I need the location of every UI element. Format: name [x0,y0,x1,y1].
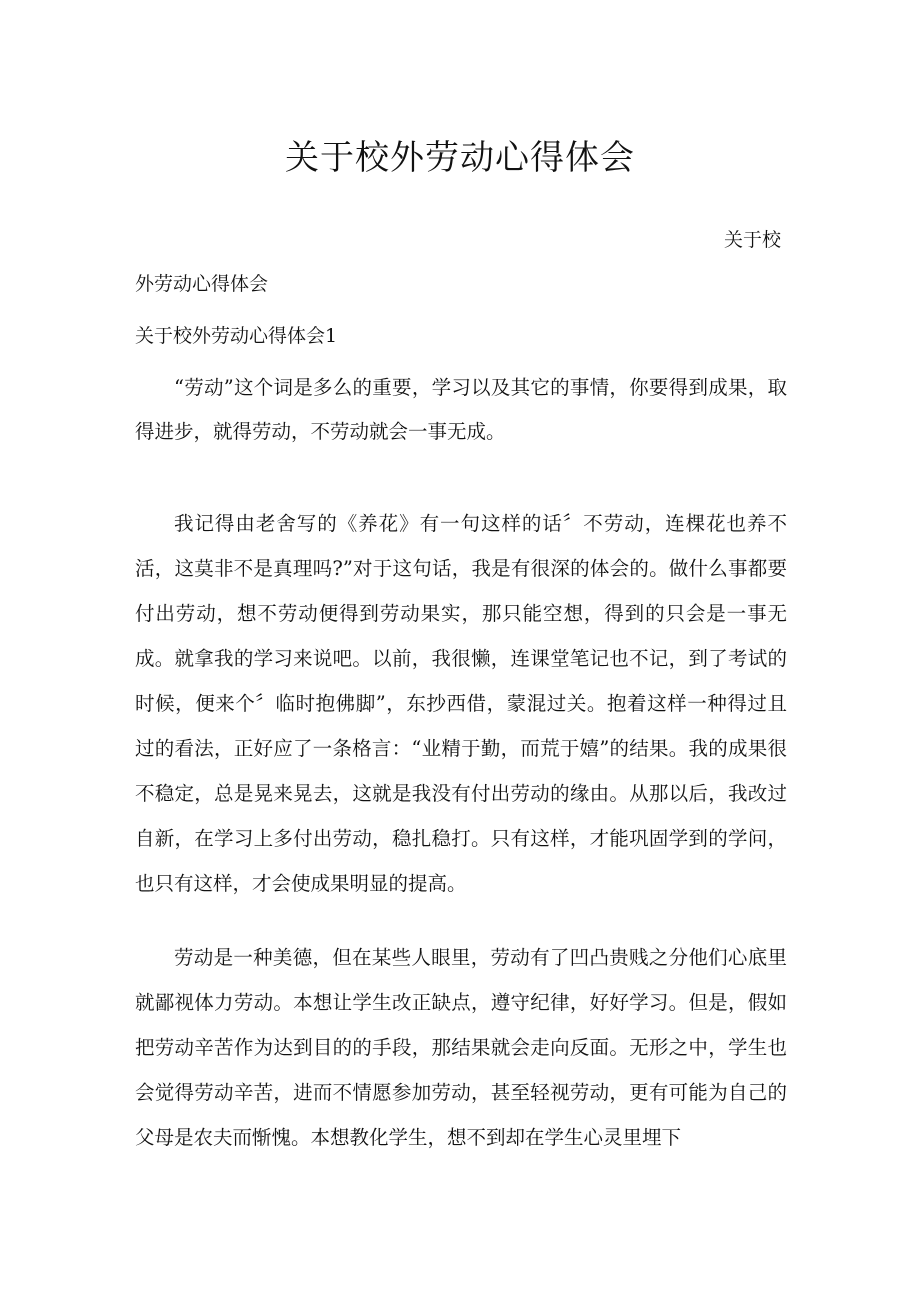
document-title: 关于校外劳动心得体会 [285,138,635,178]
header-left-line1: 外劳动心得体会 [135,273,269,295]
paragraph-3: 劳动是一种美德，但在某些人眼里，劳动有了凹凸贵贱之分他们心底里就鄙视体力劳动。本想让学生改正缺点，遵守纪律，好好学习。但是，假如把劳动辛苦作为达到目的的手段，那结果就会走向反面。无形之中，学生也会觉得劳动辛苦，进而不情愿参加劳动，甚至轻视劳动，更有可能为自己的父母是农夫而惭愧。本想教化学生，想不到却在学生心灵里埋下 [135,946,787,1149]
paragraph-2: 我记得由老舍写的《养花》有一句这样的话〞不劳动，连棵花也养不活，这莫非不是真理吗?”对于这句话，我是有很深的体会的。做什么事都要付出劳动，想不劳动便得到劳动果实，那只能空想，得到的只会是一事无成。就拿我的学习来说吧。以前，我很懒，连课堂笔记也不记，到了考试的时候，便来个〞临时抱佛脚”，东抄西借，蒙混过关。抱着这样一种得过且过的看法，正好应了一条格言：“业精于勤，而荒于嬉”的结果。我的成果很不稳定，总是晃来晃去，这就是我没有付出劳动的缘由。从那以后，我改过自新，在学习上多付出劳动，稳扎稳打。只有这样，才能巩固学到的学问，也只有这样，才会使成果明显的提高。 [135,512,787,895]
header-left-line2: 关于校外劳动心得体会1 [135,325,338,347]
paragraph-1: “劳动”这个词是多么的重要，学习以及其它的事情，你要得到成果，取得进步，就得劳动，不劳动就会一事无成。 [135,376,787,443]
header-right-text: 关于校 [723,229,781,251]
